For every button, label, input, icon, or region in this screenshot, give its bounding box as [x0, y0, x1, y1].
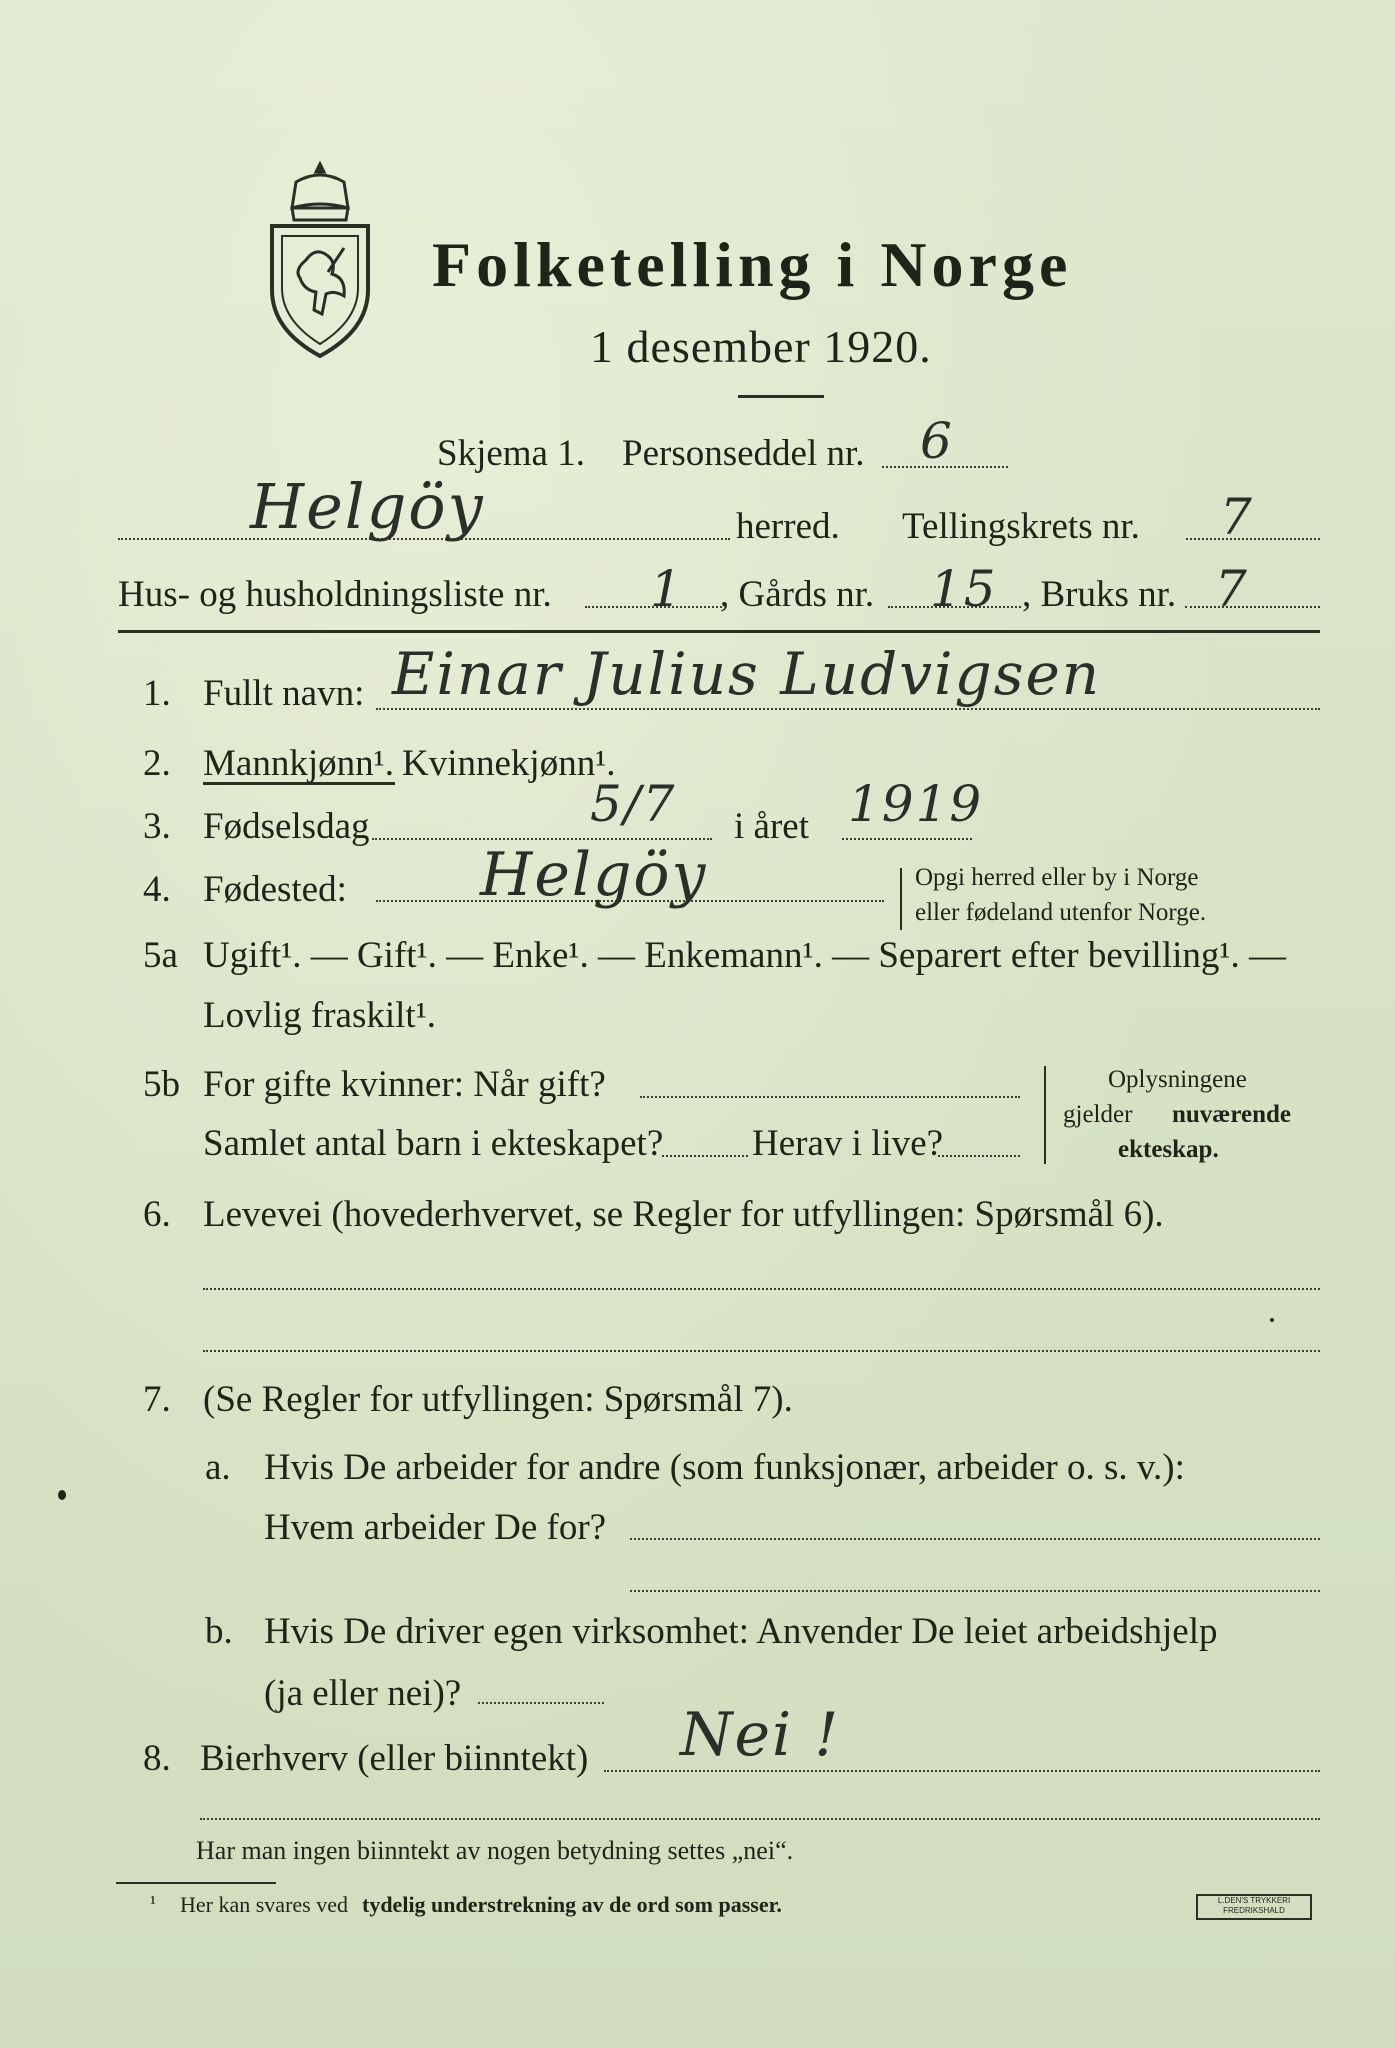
q5b-note-1: Oplysningene [1108, 1066, 1247, 1093]
q5a-line-2: Lovlig fraskilt¹. [203, 995, 437, 1036]
q3-value: 5/7 [590, 775, 677, 833]
q5b-note-3: ekteskap. [1118, 1136, 1219, 1163]
skjema-label: Skjema 1. [437, 433, 585, 474]
q1-number: 1. [143, 673, 171, 714]
personseddel-value: 6 [920, 412, 954, 470]
q7-number: 7. [143, 1379, 171, 1420]
personseddel-label: Personseddel nr. [622, 433, 865, 474]
q3-label: Fødselsdag [203, 806, 370, 847]
herred-label: herred. [736, 506, 840, 547]
census-date: 1 desember 1920. [590, 321, 932, 372]
header-divider [118, 630, 1320, 633]
footnote-divider [116, 1882, 276, 1884]
printer-stamp-line-1: L.DEN'S TRYKKERI [1217, 1896, 1291, 1905]
q7a-extra-line [630, 1590, 1320, 1592]
q5b-children-line [662, 1155, 748, 1157]
title-divider [738, 395, 824, 398]
q3-number: 3. [143, 806, 171, 847]
q4-number: 4. [143, 869, 171, 910]
q7b-line [478, 1702, 604, 1704]
q5b-brace [1044, 1066, 1046, 1164]
q7-label: (Se Regler for utfyllingen: Spørsmål 7). [203, 1379, 793, 1420]
printer-stamp [1196, 1894, 1312, 1920]
norway-coat-of-arms-icon [258, 160, 383, 360]
q7a-employer-line [630, 1538, 1320, 1540]
q4-note-1: Opgi herred eller by i Norge [915, 864, 1199, 891]
q1-value: Einar Julius Ludvigsen [392, 640, 1102, 708]
herred-value: Helgöy [250, 470, 485, 543]
q5b-note-2b: nuværende [1172, 1101, 1292, 1128]
q3-year-line [842, 838, 972, 840]
q1-line [376, 708, 1320, 710]
ink-spot [58, 1490, 66, 1500]
gards-value: 15 [930, 560, 998, 618]
q2-number: 2. [143, 743, 171, 784]
ink-spot [1270, 1318, 1274, 1322]
q7b-number: b. [205, 1611, 233, 1652]
footnote-mark: ¹ [150, 1892, 156, 1914]
q6-label: Levevei (hovederhvervet, se Regler for utfyllingen: Spørsmål 6). [203, 1194, 1164, 1235]
hus-label: Hus- og husholdningsliste nr. [118, 574, 552, 615]
q8-number: 8. [143, 1738, 171, 1779]
q4-value: Helgöy [480, 840, 708, 910]
bruks-label: , Bruks nr. [1022, 574, 1177, 615]
q2-female: Kvinnekjønn¹. [402, 743, 616, 784]
q5b-label-3: Herav i live? [752, 1123, 944, 1164]
hus-value: 1 [650, 560, 684, 618]
q1-label: Fullt navn: [203, 673, 365, 714]
q5a-number: 5a [143, 935, 178, 976]
page-title: Folketelling i Norge [432, 229, 1073, 300]
gards-label: , Gårds nr. [720, 574, 875, 615]
q7a-number: a. [205, 1447, 231, 1488]
q5b-married-line [640, 1096, 1020, 1098]
q3-year-value: 1919 [848, 775, 984, 833]
q7a-line-1: Hvis De arbeider for andre (som funksjonær, arbeider o. s. v.): [264, 1447, 1185, 1488]
q7b-line-1: Hvis De driver egen virksomhet: Anvender De leiet arbeidshjelp [264, 1611, 1218, 1652]
q7b-line-2: (ja eller nei)? [264, 1673, 462, 1714]
q8-label: Bierhverv (eller biinntekt) [200, 1738, 589, 1779]
tellingskrets-label: Tellingskrets nr. [902, 506, 1140, 547]
q6-number: 6. [143, 1194, 171, 1235]
footnote-text-b: tydelig understrekning av de ord som passer. [362, 1892, 782, 1917]
q8-value: Nei ! [680, 1700, 841, 1770]
q2-male: Mannkjønn¹. [203, 743, 394, 784]
tellingskrets-value: 7 [1220, 488, 1254, 546]
q8-line [604, 1770, 1320, 1772]
q6-line-1 [203, 1288, 1320, 1290]
q4-brace [900, 868, 902, 930]
q5b-label-1: For gifte kvinner: Når gift? [203, 1064, 606, 1105]
q3-year-label: i året [734, 806, 809, 847]
bruks-line [1185, 606, 1320, 608]
footnote-text-a: Her kan svares ved [180, 1892, 348, 1917]
q5b-number: 5b [143, 1064, 180, 1105]
q4-label: Fødested: [203, 869, 347, 910]
q5b-label-2: Samlet antal barn i ekteskapet? [203, 1123, 664, 1164]
q5a-line-1: Ugift¹. — Gift¹. — Enke¹. — Enkemann¹. — Separert efter bevilling¹. — [203, 935, 1286, 976]
q5b-note-2a: gjelder [1063, 1101, 1133, 1128]
q2-male-underline [203, 782, 395, 785]
printer-stamp-line-2: FREDRIKSHALD [1223, 1906, 1285, 1915]
q6-line-2 [203, 1350, 1320, 1352]
q5b-alive-line [938, 1155, 1020, 1157]
q7a-line-2: Hvem arbeider De for? [264, 1507, 607, 1548]
nei-instruction: Har man ingen biinntekt av nogen betydning settes „nei“. [196, 1836, 794, 1865]
q8-extra-line [200, 1818, 1320, 1820]
bruks-value: 7 [1215, 560, 1249, 618]
q4-note-2: eller fødeland utenfor Norge. [915, 899, 1207, 926]
